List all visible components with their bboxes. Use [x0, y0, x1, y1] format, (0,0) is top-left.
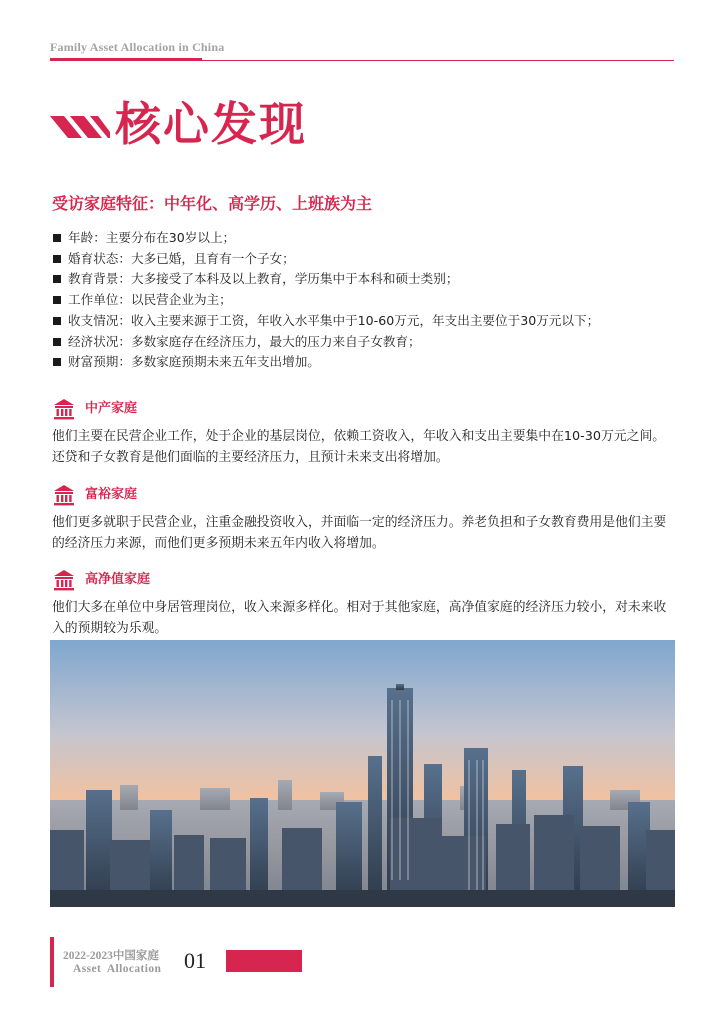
characteristics-list [52, 228, 682, 373]
list-item: 工作单位：以民营企业为主； [52, 290, 682, 311]
list-item: 教育背景：大多接受了本科及以上教育，学历集中于本科和硕士类别； [52, 269, 682, 290]
footer-accent-bar [50, 937, 54, 987]
list-item: 财富预期：多数家庭预期未来五年支出增加。 [52, 352, 682, 373]
report-header-title: Family Asset Allocation in China [50, 40, 225, 54]
group-title: 高净值家庭 [85, 572, 151, 587]
city-skyline-photo [50, 640, 675, 907]
footer-report-subtitle: Asset Allocation [73, 963, 162, 975]
section-heading: 受访家庭特征：中年化、高学历、上班族为主 [52, 194, 373, 213]
footer-accent-block [226, 950, 302, 972]
bank-building-icon [52, 397, 76, 421]
bank-building-icon [52, 568, 76, 592]
group-title: 富裕家庭 [85, 487, 138, 502]
page-title: 核心发现 [115, 97, 307, 151]
group-description: 他们更多就职于民营企业，注重金融投资收入，并面临一定的经济压力。养老负担和子女教育费用是他们主要的经济压力来源，而他们更多预期未来五年内收入将增加。 [52, 515, 667, 551]
footer-report-year: 2022-2023中国家庭 [63, 950, 159, 962]
list-item: 婚育状态：大多已婚，且育有一个子女； [52, 249, 682, 270]
list-item: 经济状况：多数家庭存在经济压力，最大的压力来自子女教育； [52, 332, 682, 353]
group-title: 中产家庭 [85, 401, 138, 416]
bank-building-icon [52, 483, 76, 507]
header-rule-accent [50, 58, 202, 61]
group-description: 他们主要在民营企业工作，处于企业的基层岗位，依赖工资收入，年收入和支出主要集中在10-30万元之间。还贷和子女教育是他们面临的主要经济压力，且预计未来支出将增加。 [52, 429, 666, 465]
list-item: 收支情况：收入主要来源于工资，年收入水平集中于10-60万元，年支出主要位于30万元以下； [52, 311, 682, 332]
title-chevron-icon [50, 110, 110, 140]
group-description: 他们大多在单位中身居管理岗位，收入来源多样化。相对于其他家庭，高净值家庭的经济压力较小，对未来收入的预期较为乐观。 [52, 600, 667, 636]
list-item: 年龄：主要分布在30岁以上； [52, 228, 682, 249]
page-number: 01 [184, 948, 206, 973]
